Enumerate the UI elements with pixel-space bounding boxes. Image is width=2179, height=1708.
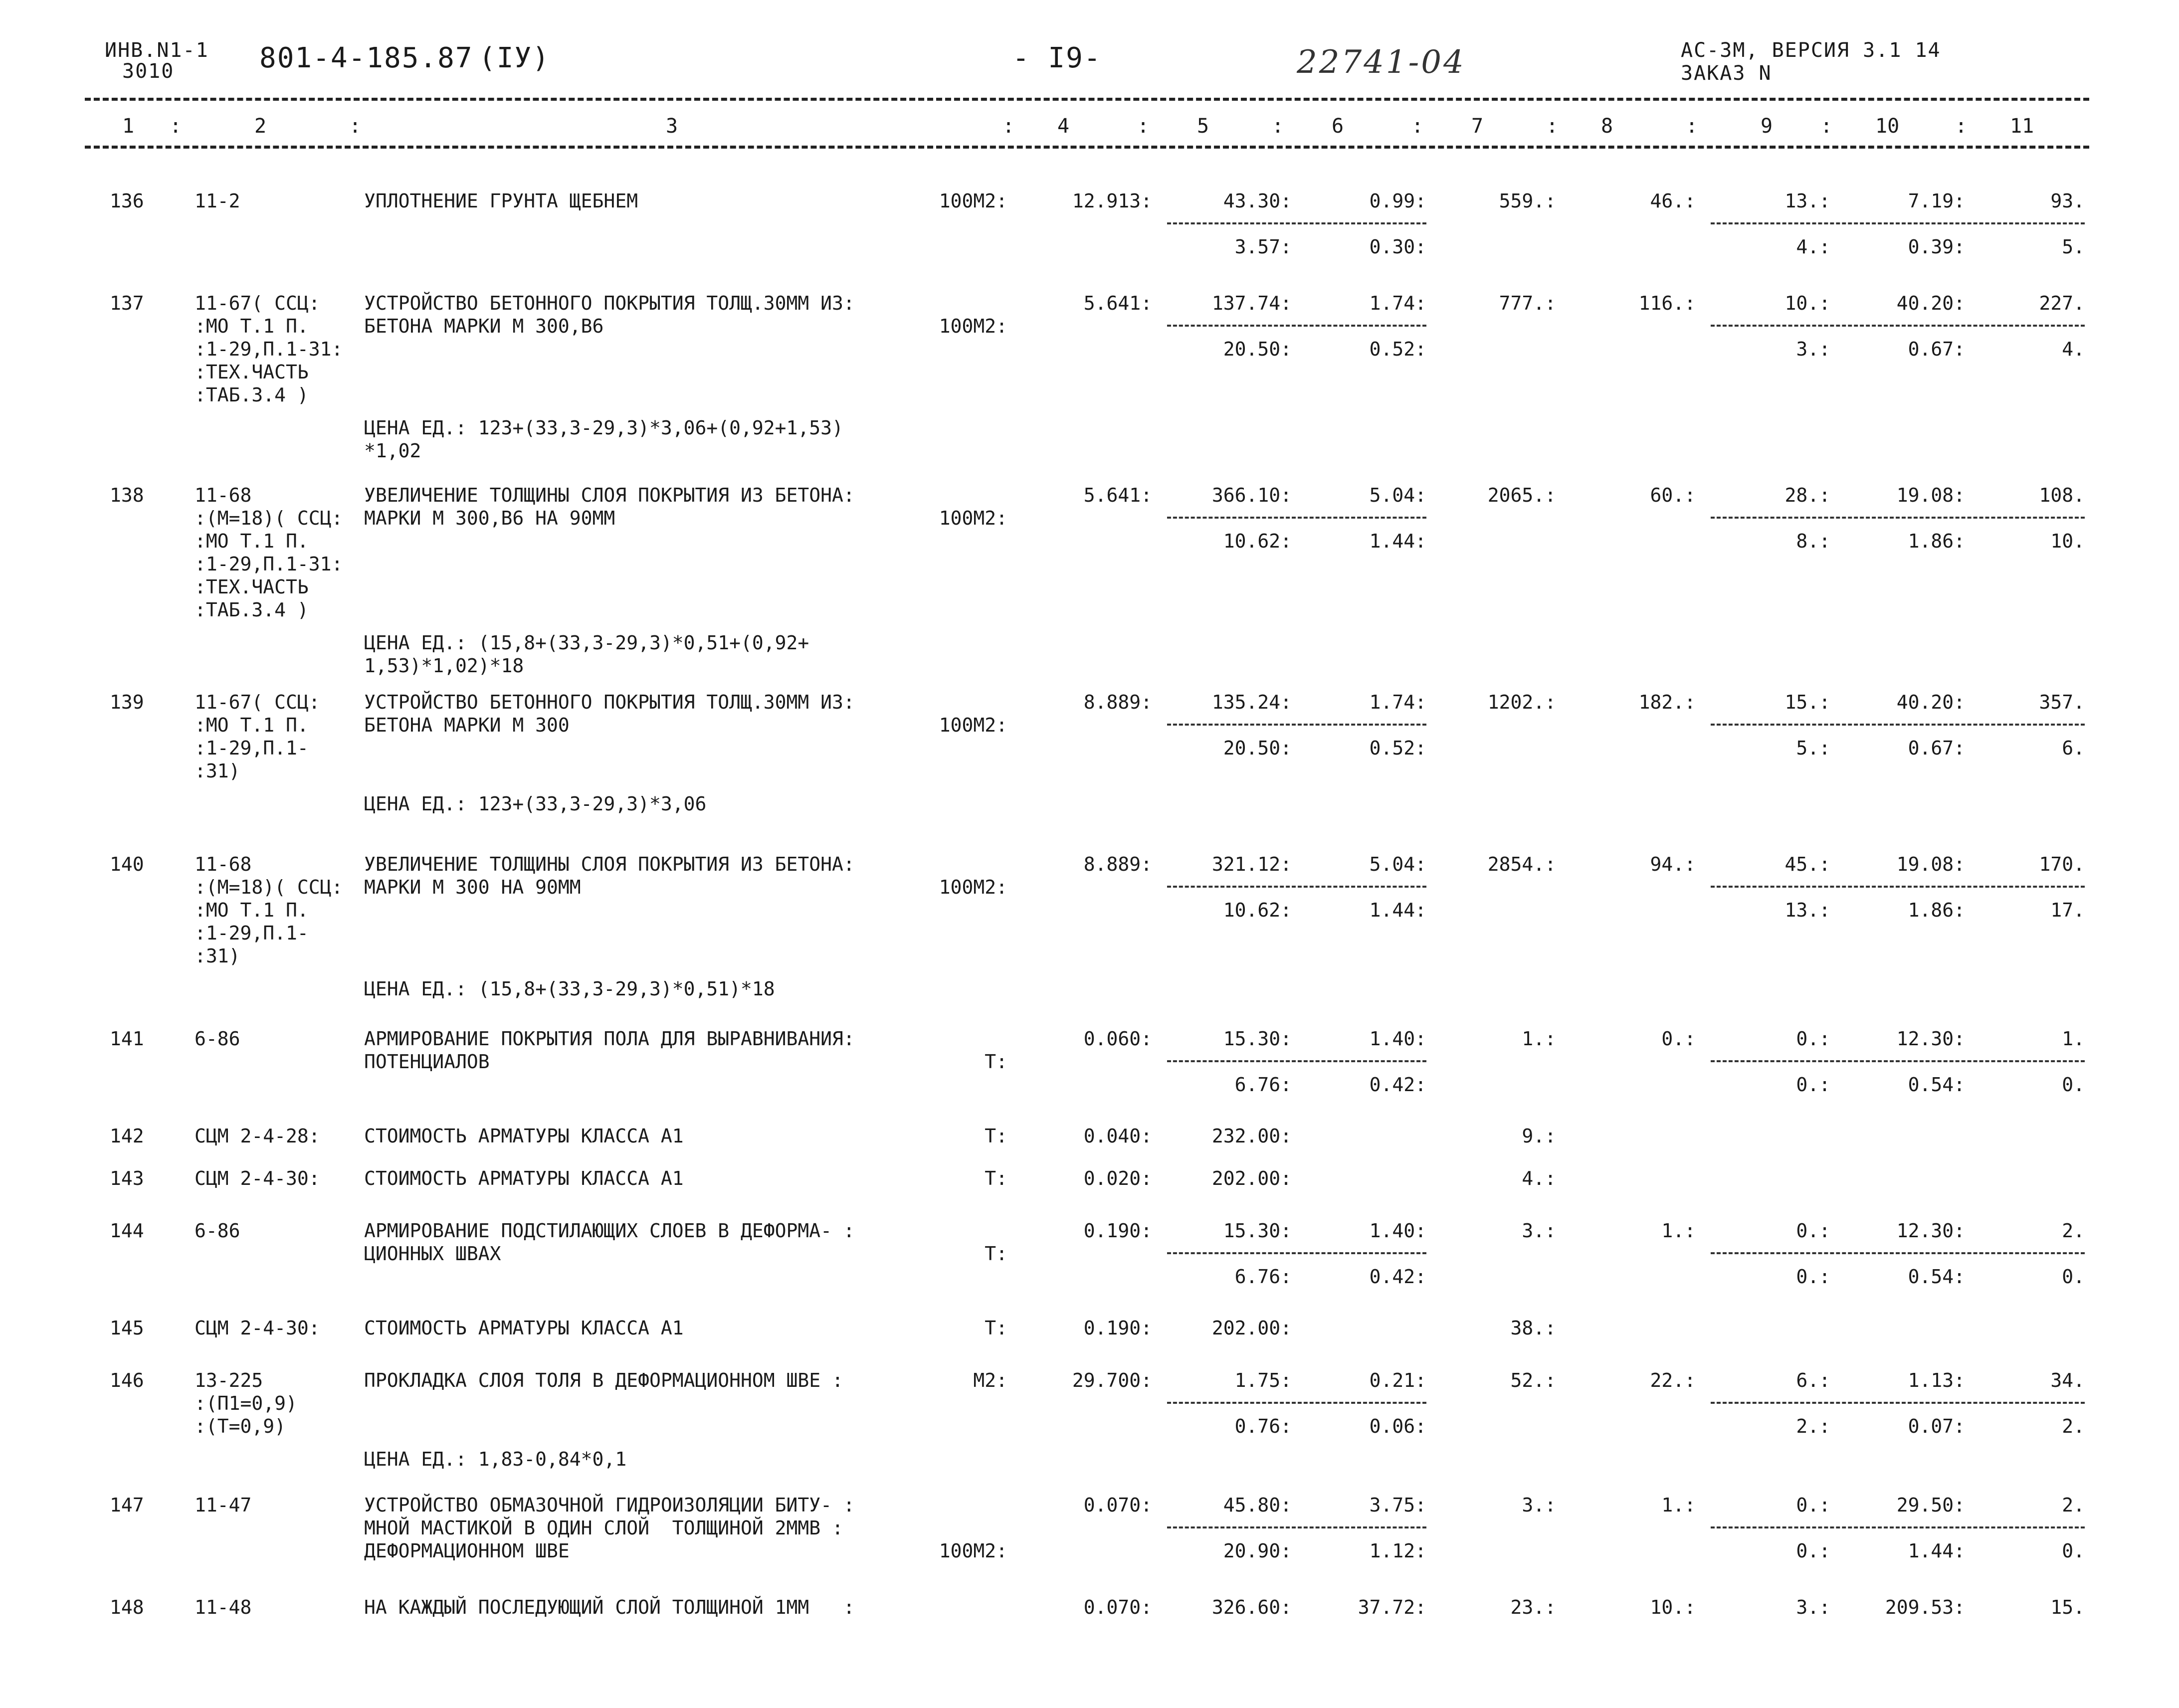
wage-s6: 0.52:	[1369, 338, 1426, 360]
cell-divider	[1167, 1402, 1426, 1404]
value-c6: 1.40:	[1369, 1220, 1426, 1242]
value-c7: 2854.:	[1487, 853, 1556, 875]
row-number: 147	[110, 1494, 144, 1516]
wage-s11: 6.	[2062, 737, 2085, 759]
wage-s5: 6.76:	[1234, 1266, 1292, 1288]
rate-code: СЦМ 2-4-28:	[195, 1125, 320, 1147]
column-header: 10	[1875, 115, 1900, 138]
work-description: СТОИМОСТЬ АРМАТУРЫ КЛАССА А1	[364, 1125, 684, 1147]
wage-s5: 0.76:	[1234, 1415, 1292, 1437]
wage-s10: 0.67:	[1908, 338, 1965, 360]
value-c9: 6.:	[1796, 1369, 1830, 1391]
cell-divider	[1167, 1526, 1426, 1528]
wage-s6: 0.06:	[1369, 1415, 1426, 1437]
column-header: 5	[1197, 115, 1209, 138]
rate-code: :МО Т.1 П.	[195, 315, 309, 337]
work-description: БЕТОНА МАРКИ М 300	[364, 714, 570, 736]
wage-s10: 0.54:	[1908, 1266, 1965, 1288]
value-c5: 202.00:	[1211, 1167, 1292, 1189]
value-c8: 116.:	[1638, 292, 1696, 314]
unit-price-formula: 1,53)*1,02)*18	[364, 655, 524, 677]
wage-s6: 1.44:	[1369, 530, 1426, 552]
value-c8: 46.:	[1650, 190, 1696, 212]
wage-s11: 10.	[2050, 530, 2085, 552]
value-c7: 2065.:	[1487, 484, 1556, 506]
work-description: ПОТЕНЦИАЛОВ	[364, 1051, 490, 1073]
unit-of-measure: 100М2:	[939, 714, 1007, 736]
work-description: АРМИРОВАНИЕ ПОДСТИЛАЮЩИХ СЛОЕВ В ДЕФОРМА- :	[364, 1220, 855, 1242]
handwritten-number: 22741-04	[1297, 44, 1466, 81]
cell-divider	[1711, 1526, 2085, 1528]
wage-s10: 0.67:	[1908, 737, 1965, 759]
cell-divider	[1167, 886, 1426, 888]
value-c4: 5.641:	[1083, 292, 1152, 314]
rate-code: :МО Т.1 П.	[195, 714, 309, 736]
value-c11: 227.	[2039, 292, 2085, 314]
value-c8: 1.:	[1661, 1220, 1696, 1242]
value-c7: 23.:	[1510, 1596, 1556, 1618]
unit-of-measure: 100М2:	[939, 190, 1007, 212]
value-c10: 19.08:	[1896, 484, 1965, 506]
value-c5: 45.80:	[1223, 1494, 1292, 1516]
value-c7: 559.:	[1499, 190, 1556, 212]
work-description: МАРКИ М 300,В6 НА 90ММ	[364, 507, 615, 529]
column-header: 4	[1057, 115, 1070, 138]
rate-code: 11-67( ССЦ:	[195, 292, 320, 314]
work-description: ДЕФОРМАЦИОННОМ ШВЕ	[364, 1540, 570, 1562]
work-description: СТОИМОСТЬ АРМАТУРЫ КЛАССА А1	[364, 1167, 684, 1189]
rate-code: 6-86	[195, 1220, 240, 1242]
value-c8: 182.:	[1638, 691, 1696, 713]
work-description: АРМИРОВАНИЕ ПОКРЫТИЯ ПОЛА ДЛЯ ВЫРАВНИВАНИЯ:	[364, 1028, 855, 1050]
wage-s6: 0.42:	[1369, 1266, 1426, 1288]
rate-code: :ТАБ.3.4 )	[195, 599, 309, 621]
value-c5: 326.60:	[1211, 1596, 1292, 1618]
cell-divider	[1167, 1060, 1426, 1062]
rate-code: :31)	[195, 945, 240, 967]
wage-s11: 0.	[2062, 1540, 2085, 1562]
rate-code: 11-68	[195, 484, 252, 506]
wage-s10: 0.07:	[1908, 1415, 1965, 1437]
value-c11: 170.	[2039, 853, 2085, 875]
value-c6: 3.75:	[1369, 1494, 1426, 1516]
unit-of-measure: М2:	[973, 1369, 1007, 1391]
row-number: 146	[110, 1369, 144, 1391]
wage-s11: 17.	[2050, 899, 2085, 921]
value-c4: 0.040:	[1083, 1125, 1152, 1147]
value-c10: 29.50:	[1896, 1494, 1965, 1516]
row-number: 138	[110, 484, 144, 506]
unit-price-formula: ЦЕНА ЕД.: (15,8+(33,3-29,3)*0,51)*18	[364, 978, 775, 1000]
document-code: 801-4-185.87	[259, 42, 473, 74]
column-header: 7	[1471, 115, 1484, 138]
value-c4: 0.020:	[1083, 1167, 1152, 1189]
work-description: УСТРОЙСТВО БЕТОННОГО ПОКРЫТИЯ ТОЛЩ.30ММ ИЗ:	[364, 691, 855, 713]
unit-of-measure: 100М2:	[939, 876, 1007, 898]
work-description: УВЕЛИЧЕНИЕ ТОЛЩИНЫ СЛОЯ ПОКРЫТИЯ ИЗ БЕТОНА:	[364, 484, 855, 506]
row-number: 143	[110, 1167, 144, 1189]
unit-of-measure: Т:	[985, 1243, 1007, 1265]
unit-of-measure: Т:	[985, 1317, 1007, 1339]
value-c6: 1.40:	[1369, 1028, 1426, 1050]
value-c6: 5.04:	[1369, 484, 1426, 506]
value-c4: 29.700:	[1072, 1369, 1152, 1391]
page-number: - I9-	[1012, 42, 1102, 74]
column-header: 2	[254, 115, 267, 138]
wage-s5: 20.50:	[1223, 737, 1292, 759]
wage-s9: 0.:	[1796, 1540, 1830, 1562]
wage-s5: 20.50:	[1223, 338, 1292, 360]
wage-s6: 0.42:	[1369, 1074, 1426, 1096]
row-number: 140	[110, 853, 144, 875]
column-header: 8	[1601, 115, 1613, 138]
value-c9: 10.:	[1784, 292, 1830, 314]
rate-code: :1-29,П.1-	[195, 922, 309, 944]
wage-s11: 5.	[2062, 236, 2085, 258]
wage-s10: 0.54:	[1908, 1074, 1965, 1096]
cell-divider	[1167, 222, 1426, 224]
wage-s11: 0.	[2062, 1074, 2085, 1096]
cell-divider	[1711, 1252, 2085, 1254]
work-description: УВЕЛИЧЕНИЕ ТОЛЩИНЫ СЛОЯ ПОКРЫТИЯ ИЗ БЕТОНА:	[364, 853, 855, 875]
rate-code: :(Т=0,9)	[195, 1415, 286, 1437]
rate-code: 11-68	[195, 853, 252, 875]
cell-divider	[1167, 325, 1426, 327]
value-c7: 52.:	[1510, 1369, 1556, 1391]
wage-s11: 4.	[2062, 338, 2085, 360]
unit-price-formula: ЦЕНА ЕД.: 123+(33,3-29,3)*3,06+(0,92+1,53)	[364, 417, 843, 439]
wage-s10: 0.39:	[1908, 236, 1965, 258]
cell-divider	[1167, 1252, 1426, 1254]
unit-of-measure: Т:	[985, 1051, 1007, 1073]
wage-s6: 0.52:	[1369, 737, 1426, 759]
value-c6: 0.99:	[1369, 190, 1426, 212]
cell-divider	[1167, 724, 1426, 726]
wage-s5: 20.90:	[1223, 1540, 1292, 1562]
value-c10: 12.30:	[1896, 1220, 1965, 1242]
value-c7: 1.:	[1522, 1028, 1556, 1050]
unit-of-measure: Т:	[985, 1167, 1007, 1189]
wage-s10: 1.86:	[1908, 530, 1965, 552]
column-header: 11	[2010, 115, 2034, 138]
value-c4: 8.889:	[1083, 853, 1152, 875]
value-c10: 1.13:	[1908, 1369, 1965, 1391]
value-c11: 34.	[2050, 1369, 2085, 1391]
wage-s9: 0.:	[1796, 1074, 1830, 1096]
value-c4: 12.913:	[1072, 190, 1152, 212]
row-number: 141	[110, 1028, 144, 1050]
work-description: НА КАЖДЫЙ ПОСЛЕДУЮЩИЙ СЛОЙ ТОЛЩИНОЙ 1ММ :	[364, 1596, 855, 1618]
wage-s6: 1.44:	[1369, 899, 1426, 921]
rate-code: :1-29,П.1-31:	[195, 338, 343, 360]
value-c5: 202.00:	[1211, 1317, 1292, 1339]
wage-s10: 1.44:	[1908, 1540, 1965, 1562]
value-c5: 43.30:	[1223, 190, 1292, 212]
value-c9: 15.:	[1784, 691, 1830, 713]
value-c11: 2.	[2062, 1494, 2085, 1516]
value-c4: 5.641:	[1083, 484, 1152, 506]
value-c7: 3.:	[1522, 1494, 1556, 1516]
rate-code: :МО Т.1 П.	[195, 530, 309, 552]
rate-code: :(П1=0,9)	[195, 1392, 297, 1414]
value-c11: 2.	[2062, 1220, 2085, 1242]
value-c11: 15.	[2050, 1596, 2085, 1618]
unit-of-measure: Т:	[985, 1125, 1007, 1147]
inventory-number: 3010	[122, 60, 175, 83]
value-c7: 3.:	[1522, 1220, 1556, 1242]
value-c7: 777.:	[1499, 292, 1556, 314]
value-c7: 38.:	[1510, 1317, 1556, 1339]
wage-s9: 13.:	[1784, 899, 1830, 921]
wage-s9: 8.:	[1796, 530, 1830, 552]
value-c5: 1.75:	[1234, 1369, 1292, 1391]
rate-code: :1-29,П.1-	[195, 737, 309, 759]
document-part: (IУ)	[479, 42, 550, 74]
cell-divider	[1711, 517, 2085, 519]
wage-s5: 10.62:	[1223, 899, 1292, 921]
row-number: 142	[110, 1125, 144, 1147]
work-description: УСТРОЙСТВО БЕТОННОГО ПОКРЫТИЯ ТОЛЩ.30ММ ИЗ:	[364, 292, 855, 314]
wage-s9: 0.:	[1796, 1266, 1830, 1288]
value-c4: 0.060:	[1083, 1028, 1152, 1050]
unit-of-measure: 100М2:	[939, 1540, 1007, 1562]
rate-code: 11-47	[195, 1494, 252, 1516]
rate-code: :(М=18)( ССЦ:	[195, 876, 343, 898]
unit-price-formula: *1,02	[364, 440, 421, 462]
row-number: 136	[110, 190, 144, 212]
value-c6: 37.72:	[1358, 1596, 1426, 1618]
row-number: 144	[110, 1220, 144, 1242]
value-c7: 1202.:	[1487, 691, 1556, 713]
wage-s9: 3.:	[1796, 338, 1830, 360]
work-description: МАРКИ М 300 НА 90ММ	[364, 876, 581, 898]
value-c8: 22.:	[1650, 1369, 1696, 1391]
rate-code: 13-225	[195, 1369, 263, 1391]
work-description: БЕТОНА МАРКИ М 300,В6	[364, 315, 604, 337]
cell-divider	[1711, 724, 2085, 726]
value-c6: 1.74:	[1369, 691, 1426, 713]
value-c4: 8.889:	[1083, 691, 1152, 713]
value-c11: 1.	[2062, 1028, 2085, 1050]
value-c4: 0.190:	[1083, 1317, 1152, 1339]
value-c9: 13.:	[1784, 190, 1830, 212]
value-c5: 15.30:	[1223, 1028, 1292, 1050]
value-c5: 137.74:	[1211, 292, 1292, 314]
wage-s11: 2.	[2062, 1415, 2085, 1437]
wage-s9: 5.:	[1796, 737, 1830, 759]
value-c4: 0.190:	[1083, 1220, 1152, 1242]
value-c10: 19.08:	[1896, 853, 1965, 875]
value-c5: 366.10:	[1211, 484, 1292, 506]
value-c6: 5.04:	[1369, 853, 1426, 875]
value-c10: 40.20:	[1896, 292, 1965, 314]
value-c8: 1.:	[1661, 1494, 1696, 1516]
value-c5: 135.24:	[1211, 691, 1292, 713]
value-c6: 1.74:	[1369, 292, 1426, 314]
unit-price-formula: ЦЕНА ЕД.: (15,8+(33,3-29,3)*0,51+(0,92+	[364, 632, 809, 654]
cell-divider	[1711, 1060, 2085, 1062]
row-number: 148	[110, 1596, 144, 1618]
value-c10: 7.19:	[1908, 190, 1965, 212]
value-c8: 60.:	[1650, 484, 1696, 506]
column-header: 3	[666, 115, 678, 138]
rate-code: :ТАБ.3.4 )	[195, 384, 309, 406]
rate-code: :1-29,П.1-31:	[195, 553, 343, 575]
cell-divider	[1711, 886, 2085, 888]
wage-s6: 0.30:	[1369, 236, 1426, 258]
value-c9: 45.:	[1784, 853, 1830, 875]
value-c4: 0.070:	[1083, 1494, 1152, 1516]
value-c11: 93.	[2050, 190, 2085, 212]
value-c10: 209.53:	[1885, 1596, 1965, 1618]
wage-s9: 2.:	[1796, 1415, 1830, 1437]
value-c9: 0.:	[1796, 1494, 1830, 1516]
wage-s10: 1.86:	[1908, 899, 1965, 921]
column-header-divider	[85, 146, 2089, 149]
order-label: ЗАКАЗ N	[1681, 62, 1772, 85]
wage-s9: 4.:	[1796, 236, 1830, 258]
unit-price-formula: ЦЕНА ЕД.: 1,83-0,84*0,1	[364, 1448, 627, 1470]
unit-of-measure: 100М2:	[939, 315, 1007, 337]
value-c9: 0.:	[1796, 1028, 1830, 1050]
rate-code: :(М=18)( ССЦ:	[195, 507, 343, 529]
value-c5: 321.12:	[1211, 853, 1292, 875]
value-c5: 15.30:	[1223, 1220, 1292, 1242]
value-c8: 0.:	[1661, 1028, 1696, 1050]
rate-code: СЦМ 2-4-30:	[195, 1167, 320, 1189]
rate-code: 11-2	[195, 190, 240, 212]
rate-code: :ТЕХ.ЧАСТЬ	[195, 361, 309, 383]
value-c7: 4.:	[1522, 1167, 1556, 1189]
value-c8: 10.:	[1650, 1596, 1696, 1618]
value-c11: 357.	[2039, 691, 2085, 713]
value-c9: 28.:	[1784, 484, 1830, 506]
column-header-row: 1 : 2 : 3 : 4 : 5 : 6 : 7 : 8 : 9 : 10 : 11	[122, 115, 2034, 138]
unit-of-measure: 100М2:	[939, 507, 1007, 529]
row-number: 145	[110, 1317, 144, 1339]
rate-code: 11-48	[195, 1596, 252, 1618]
work-description: МНОЙ МАСТИКОЙ В ОДИН СЛОЙ ТОЛЩИНОЙ 2ММВ :	[364, 1517, 843, 1539]
work-description: УСТРОЙСТВО ОБМАЗОЧНОЙ ГИДРОИЗОЛЯЦИИ БИТУ- :	[364, 1494, 855, 1516]
value-c10: 12.30:	[1896, 1028, 1965, 1050]
rate-code: :ТЕХ.ЧАСТЬ	[195, 576, 309, 598]
value-c6: 0.21:	[1369, 1369, 1426, 1391]
column-header: 9	[1761, 115, 1773, 138]
wage-s5: 6.76:	[1234, 1074, 1292, 1096]
column-header: 6	[1332, 115, 1344, 138]
rate-code: 6-86	[195, 1028, 240, 1050]
cell-divider	[1711, 1402, 2085, 1404]
wage-s5: 3.57:	[1234, 236, 1292, 258]
inventory-label: ИНВ.N1-1	[105, 39, 209, 62]
value-c11: 108.	[2039, 484, 2085, 506]
wage-s6: 1.12:	[1369, 1540, 1426, 1562]
row-number: 139	[110, 691, 144, 713]
unit-price-formula: ЦЕНА ЕД.: 123+(33,3-29,3)*3,06	[364, 793, 707, 815]
header-divider	[85, 98, 2089, 101]
rate-code: :МО Т.1 П.	[195, 899, 309, 921]
wage-s11: 0.	[2062, 1266, 2085, 1288]
value-c9: 0.:	[1796, 1220, 1830, 1242]
work-description: УПЛОТНЕНИЕ ГРУНТА ЩЕБНЕМ	[364, 190, 638, 212]
program-version: АС-3М, ВЕРСИЯ 3.1 14	[1681, 39, 1941, 62]
work-description: ЦИОННЫХ ШВАХ	[364, 1243, 501, 1265]
value-c10: 40.20:	[1896, 691, 1965, 713]
cell-divider	[1711, 222, 2085, 224]
value-c5: 232.00:	[1211, 1125, 1292, 1147]
value-c8: 94.:	[1650, 853, 1696, 875]
rate-code: СЦМ 2-4-30:	[195, 1317, 320, 1339]
rate-code: :31)	[195, 760, 240, 782]
column-header: 1	[122, 115, 135, 138]
row-number: 137	[110, 292, 144, 314]
value-c4: 0.070:	[1083, 1596, 1152, 1618]
rate-code: 11-67( ССЦ:	[195, 691, 320, 713]
value-c7: 9.:	[1522, 1125, 1556, 1147]
cell-divider	[1711, 325, 2085, 327]
wage-s5: 10.62:	[1223, 530, 1292, 552]
cell-divider	[1167, 517, 1426, 519]
work-description: ПРОКЛАДКА СЛОЯ ТОЛЯ В ДЕФОРМАЦИОННОМ ШВЕ :	[364, 1369, 843, 1391]
work-description: СТОИМОСТЬ АРМАТУРЫ КЛАССА А1	[364, 1317, 684, 1339]
value-c9: 3.:	[1796, 1596, 1830, 1618]
